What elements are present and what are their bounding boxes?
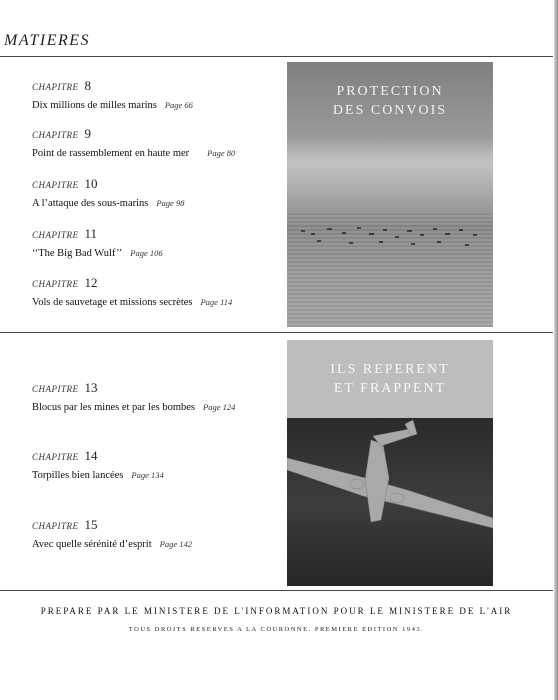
caption-line-2: ET FRAPPENT bbox=[333, 381, 447, 396]
chapter-heading bbox=[32, 448, 164, 464]
toc-entry-chapter-12 bbox=[32, 275, 232, 308]
aircraft-photo-caption bbox=[287, 360, 493, 398]
toc-entry-chapter-13 bbox=[32, 380, 235, 413]
chapter-label: CHAPITRE bbox=[32, 384, 79, 394]
chapter-title: Vols de sauvetage et missions secrètes bbox=[32, 297, 193, 308]
chapter-number: 11 bbox=[84, 226, 98, 241]
aircraft-illustration bbox=[287, 418, 493, 586]
chapter-title: Point de rassemblement en haute mer bbox=[32, 148, 190, 159]
toc-entry-chapter-15 bbox=[32, 517, 192, 550]
page-reference: Page 66 bbox=[164, 100, 193, 110]
chapter-number: 13 bbox=[84, 380, 98, 395]
chapter-title: Dix millions de milles marins bbox=[32, 100, 157, 111]
chapter-title: Torpilles bien lancées bbox=[32, 470, 124, 481]
chapter-title-line bbox=[32, 248, 163, 259]
page-reference: Page 98 bbox=[156, 198, 185, 208]
chapter-heading bbox=[32, 226, 163, 242]
chapter-number: 14 bbox=[84, 448, 98, 463]
chapter-title-line bbox=[32, 100, 193, 111]
page-reference: Page 114 bbox=[200, 297, 233, 307]
chapter-heading bbox=[32, 78, 193, 94]
chapter-title-line bbox=[32, 470, 164, 481]
chapter-label: CHAPITRE bbox=[32, 452, 79, 462]
chapter-title-line bbox=[32, 402, 235, 413]
caption-line-2: DES CONVOIS bbox=[332, 103, 448, 118]
page-title: MATIERES bbox=[4, 32, 91, 49]
page-reference: Page 134 bbox=[131, 470, 164, 480]
chapter-title: Avec quelle sérénité d’esprit bbox=[32, 539, 152, 550]
bottom-divider bbox=[0, 590, 553, 591]
toc-entry-chapter-8 bbox=[32, 78, 193, 111]
chapter-heading bbox=[32, 380, 235, 396]
middle-divider bbox=[0, 332, 553, 333]
page-reference: Page 80 bbox=[207, 148, 236, 158]
toc-entry-chapter-14 bbox=[32, 448, 164, 481]
chapter-label: CHAPITRE bbox=[32, 82, 79, 92]
chapter-title: Blocus par les mines et par les bombes bbox=[32, 402, 196, 413]
caption-line-1: PROTECTION bbox=[336, 84, 444, 99]
chapter-label: CHAPITRE bbox=[32, 521, 79, 531]
top-divider bbox=[0, 56, 553, 57]
caption-line-1: ILS REPERENT bbox=[330, 362, 450, 377]
chapter-label: CHAPITRE bbox=[32, 180, 79, 190]
chapter-title: A l’attaque des sous-marins bbox=[32, 198, 149, 209]
chapter-number: 10 bbox=[84, 176, 98, 191]
chapter-number: 9 bbox=[84, 126, 91, 141]
publisher-credit: PREPARE PAR LE MINISTERE DE L'INFORMATION POUR LE MINISTERE DE L'AIR bbox=[40, 606, 513, 616]
page-reference: Page 124 bbox=[203, 402, 236, 412]
chapter-label: CHAPITRE bbox=[32, 279, 79, 289]
toc-entry-chapter-11 bbox=[32, 226, 163, 259]
chapter-number: 15 bbox=[84, 517, 98, 532]
toc-entry-chapter-10 bbox=[32, 176, 184, 209]
chapter-title-line bbox=[32, 539, 192, 550]
chapter-title: ‘‘The Big Bad Wulf’’ bbox=[32, 248, 123, 259]
toc-entry-chapter-9 bbox=[32, 126, 235, 159]
sea-surface bbox=[287, 212, 493, 327]
copyright-notice: TOUS DROITS RESERVES A LA COURONNE. PREMIERE EDITION 1943. bbox=[128, 626, 425, 633]
convoy-photo bbox=[287, 62, 493, 327]
chapter-label: CHAPITRE bbox=[32, 230, 79, 240]
chapter-number: 12 bbox=[84, 275, 98, 290]
chapter-label: CHAPITRE bbox=[32, 130, 79, 140]
chapter-title-line bbox=[32, 198, 184, 209]
chapter-number: 8 bbox=[84, 78, 91, 93]
page-edge bbox=[554, 0, 558, 700]
aircraft-photo bbox=[287, 340, 493, 586]
chapter-title-line bbox=[32, 148, 235, 159]
chapter-heading bbox=[32, 176, 184, 192]
chapter-title-line bbox=[32, 297, 232, 308]
chapter-heading bbox=[32, 517, 192, 533]
page-reference: Page 106 bbox=[130, 248, 163, 258]
chapter-heading bbox=[32, 275, 232, 291]
page-reference: Page 142 bbox=[159, 539, 192, 549]
convoy-photo-caption bbox=[287, 82, 493, 120]
chapter-heading bbox=[32, 126, 235, 142]
